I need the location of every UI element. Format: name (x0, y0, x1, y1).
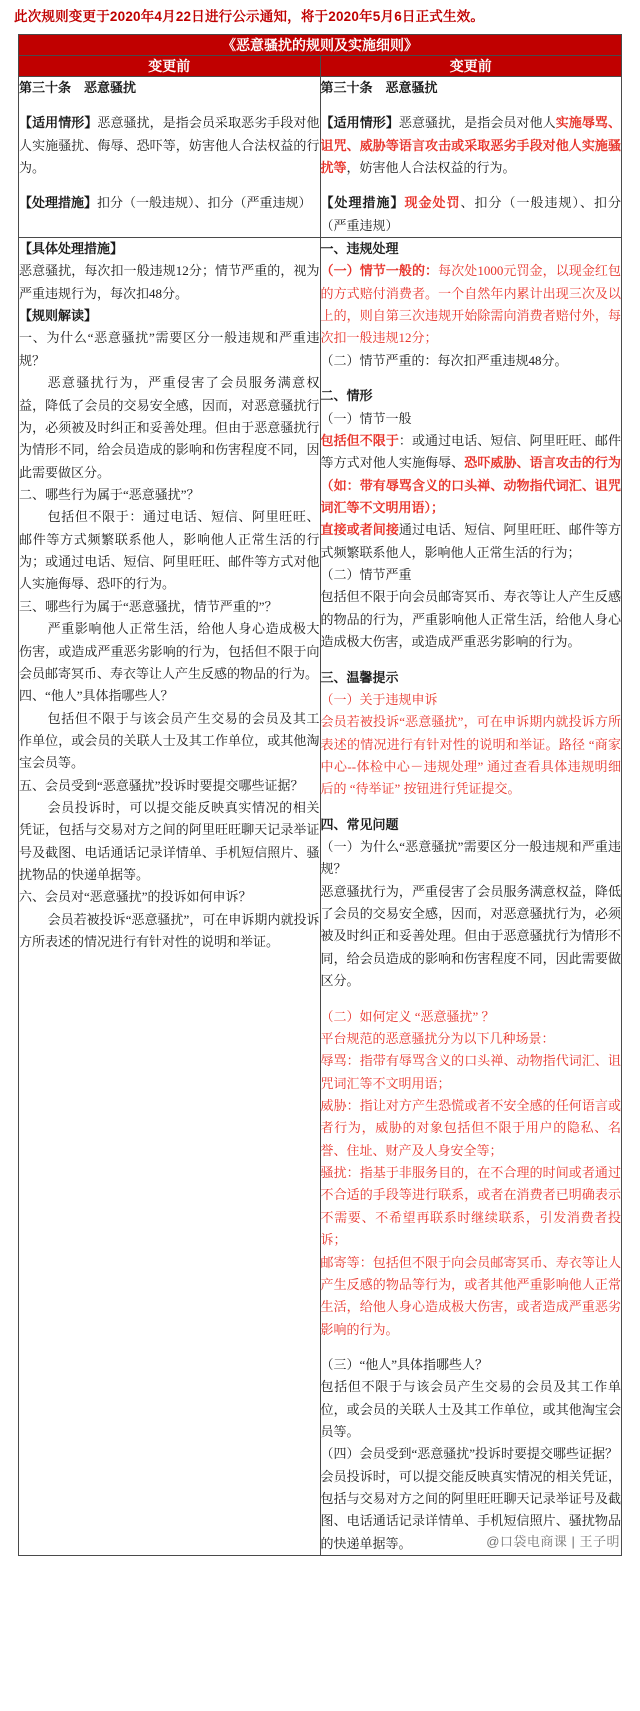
faq-question-1: （一）为什么“恶意骚扰”需要区分一般违规和严重违规？ (320, 839, 621, 877)
faq-answer-3: 包括但不限于与该会员产生交易的会员及其工作单位，或会员的关联人士及其工作单位，或其他淘宝会员等。 (320, 1379, 621, 1440)
column-header-after: 变更前 (320, 55, 622, 76)
scenario-general-title: （一）情节一般 (320, 410, 412, 426)
section-faq: 四、常见问题 (320, 816, 399, 832)
measures-label: 【处理措施】 (320, 195, 405, 211)
left-answer-1: 恶意骚扰行为，严重侵害了会员服务满意权益，降低了会员的交易安全感，因而，对恶意骚扰行为，必须被及时纠正和妥善处理。但由于恶意骚扰行为情形不同，给会员造成的影响和伤害程度不同，因此需要做区分。 (19, 375, 320, 480)
applicable-label: 【适用情形】 (19, 115, 98, 131)
rule-interpretation-title: 【规则解读】 (19, 308, 98, 324)
tips-appeal-body: 会员若被投诉“恶意骚扰”，可在申诉期内就投诉方所表述的情况进行有针对性的说明和举证。路径 “商家中心--体检中心－违规处理” 通过查看具体违规明细后的 “待举证” 按钮进行凭证提交。 (320, 714, 621, 797)
left-question-2: 二、哪些行为属于“恶意骚扰”？ (19, 487, 200, 502)
scenario-severe-title: （二）情节严重 (320, 567, 412, 583)
row1-left-applicable (19, 112, 320, 179)
left-question-6: 六、会员对“恶意骚扰”的投诉如何申诉？ (19, 889, 252, 905)
measures-highlight: 现金处罚 (404, 195, 461, 211)
measures-text: 、扣分（一般违规）、扣分（严重违规） (320, 195, 621, 233)
row1-right-measures (321, 192, 622, 237)
applicable-text-a: 恶意骚扰，是指会员对他人 (398, 115, 556, 131)
faq-question-4: （四）会员受到“恶意骚扰”投诉时要提交哪些证据？ (320, 1446, 619, 1462)
scenario-general-black-2: 通过电话、短信、阿里旺旺、邮件等方式频繁联系他人，影响他人正常生活的行为； (320, 522, 621, 560)
left-answer-2: 包括但不限于：通过电话、短信、阿里旺旺、邮件等方式频繁联系他人，影响他人正常生活的行为；或通过电话、短信、阿里旺旺、邮件等方式对他人实施侮辱、恐吓的行为。 (19, 509, 320, 592)
measures-label: 【处理措施】 (19, 195, 98, 211)
left-question-1: 一、为什么“恶意骚扰”需要区分一般违规和严重违规？ (19, 330, 320, 368)
left-question-4: 四、“他人”具体指哪些人？ (19, 688, 174, 704)
table-title: 《恶意骚扰的规则及实施细则》 (19, 34, 622, 55)
specific-measures-body: 恶意骚扰，每次扣一般违规12分；情节严重的，视为严重违规行为，每次扣48分。 (19, 263, 320, 301)
watermark: @口袋电商课 | 王子明 (486, 1534, 620, 1550)
applicable-text-b: ，妨害他人合法权益的行为。 (346, 159, 516, 175)
scenario-general-body-2 (321, 519, 622, 564)
scenario-general-red-2: 恐吓威胁、语言攻击的行为（如：带有辱骂含义的口头禅、动物指代词汇、诅咒词汇等不文明用语）； (320, 455, 621, 515)
faq-answer-2-threat: 威胁：指让对方产生恐慌或者不安全感的任何语言或者行为，威胁的对象包括但不限于用户的隐私、名誉、住址、财产及人身安全等； (320, 1097, 621, 1158)
effective-date-notice: 此次规则变更于2020年4月22日进行公示通知，将于2020年5月6日正式生效。 (14, 9, 485, 24)
faq-answer-2-intro: 平台规范的恶意骚扰分为以下几种场景： (320, 1030, 555, 1046)
left-question-3: 三、哪些行为属于“恶意骚扰，情节严重的”？ (19, 598, 278, 614)
row1-right-cell (320, 76, 622, 237)
table-row (19, 238, 622, 1556)
violation-general-text: 每次处1000元罚金，以现金红包的方式赔付消费者。一个自然年内累计出现三次及以上的，则自第三次违规开始除需向消费者赔付外，每次扣一般违规12分； (320, 263, 621, 346)
row2-right-cell (320, 238, 622, 1556)
table-row (19, 76, 622, 237)
rule-comparison-table (18, 34, 622, 1556)
faq-answer-2-harass: 骚扰：指基于非服务目的，在不合理的时间或者通过不合适的手段等进行联系，或者在消费者已明确表示不需要、不希望再联系时继续联系，引发消费者投诉； (320, 1165, 621, 1248)
left-answer-6: 会员若被投诉“恶意骚扰”，可在申诉期内就投诉方所表述的情况进行有针对性的说明和举证。 (19, 911, 320, 950)
tips-appeal-title: （一）关于违规申诉 (320, 691, 438, 707)
row1-left-measures (19, 192, 320, 214)
table-title-row (19, 34, 622, 55)
left-question-5: 五、会员受到“恶意骚扰”投诉时要提交哪些证据？ (19, 777, 304, 793)
violation-general-label: （一）情节一般的： (320, 263, 439, 279)
scenario-general-black-1: ：或通过电话、短信、阿里旺旺、邮件等方式对他人实施侮辱、 (320, 432, 621, 471)
specific-measures-title: 【具体处理措施】 (19, 241, 124, 257)
faq-answer-4: 会员投诉时，可以提交能反映真实情况的相关凭证，包括与交易对方之间的阿里旺旺聊天记录举证号及截图、电话通话记录详情单、手机短信照片、骚扰物品的快递单据等。 (320, 1468, 621, 1551)
faq-question-2: （二）如何定义 “恶意骚扰” ？ (320, 1008, 495, 1024)
faq-answer-1: 恶意骚扰行为，严重侵害了会员服务满意权益，降低了会员的交易安全感，因而，对恶意骚扰行为，必须被及时纠正和妥善处理。但由于恶意骚扰行为情形不同，给会员造成的影响和伤害程度不同，因此需要做区分。 (320, 883, 621, 989)
section-tips: 三、温馨提示 (320, 669, 399, 685)
faq-answer-2-abuse: 辱骂：指带有辱骂含义的口头禅、动物指代词汇、诅咒词汇等不文明用语； (320, 1053, 621, 1091)
row1-right-applicable (321, 112, 622, 179)
including-but-not-limited-red: 包括但不限于 (320, 432, 399, 448)
row1-right-heading: 第三十条 恶意骚扰 (320, 79, 438, 95)
violation-general (321, 260, 622, 349)
row1-left-cell (19, 76, 321, 237)
measures-text: 扣分（一般违规）、扣分（严重违规） (97, 195, 312, 211)
applicable-text: 恶意骚扰，是指会员采取恶劣手段对他人实施骚扰、侮辱、恐吓等，妨害他人合法权益的行为。 (19, 115, 320, 175)
section-violation-handling: 一、违规处理 (320, 241, 399, 257)
applicable-label: 【适用情形】 (320, 115, 399, 131)
applicable-text-highlight: 实施辱骂、诅咒、威胁等语言攻击或采取恶劣手段对他人实施骚扰等 (320, 115, 621, 175)
left-answer-3: 严重影响他人正常生活，给他人身心造成极大伤害，或造成严重恶劣影响的行为，包括但不限于向会员邮寄冥币、寿衣等让人产生反感的物品的行为。 (19, 621, 320, 681)
row2-left-cell (19, 238, 321, 1556)
column-header-before: 变更前 (19, 55, 321, 76)
section-scenarios: 二、情形 (320, 388, 373, 404)
left-answer-5: 会员投诉时，可以提交能反映真实情况的相关凭证，包括与交易对方之间的阿里旺旺聊天记录举证号及截图、电话通话记录详情单、手机短信照片、骚扰物品的快递单据等。 (19, 800, 320, 883)
faq-question-3: （三）“他人”具体指哪些人？ (320, 1356, 489, 1372)
row1-left-heading: 第三十条 恶意骚扰 (19, 79, 137, 95)
faq-answer-2-mailing: 邮寄等：包括但不限于向会员邮寄冥币、寿衣等让人产生反感的物品等行为，或者其他严重影响他人正常生活，给他人身心造成极大伤害，或者造成严重恶劣影响的行为。 (320, 1254, 621, 1337)
direct-indirect-red: 直接或者间接 (320, 522, 399, 538)
table-column-header-row (19, 55, 622, 76)
scenario-severe-body: 包括但不限于向会员邮寄冥币、寿衣等让人产生反感的物品的行为，严重影响他人正常生活，给他人身心造成极大伤害，或造成严重恶劣影响的行为。 (320, 589, 621, 650)
violation-severe: （二）情节严重的：每次扣严重违规48分。 (320, 352, 568, 368)
scenario-general-body (321, 430, 622, 519)
left-answer-4: 包括但不限于与该会员产生交易的会员及其工作单位，或会员的关联人士及其工作单位，或其他淘宝会员等。 (19, 710, 320, 771)
